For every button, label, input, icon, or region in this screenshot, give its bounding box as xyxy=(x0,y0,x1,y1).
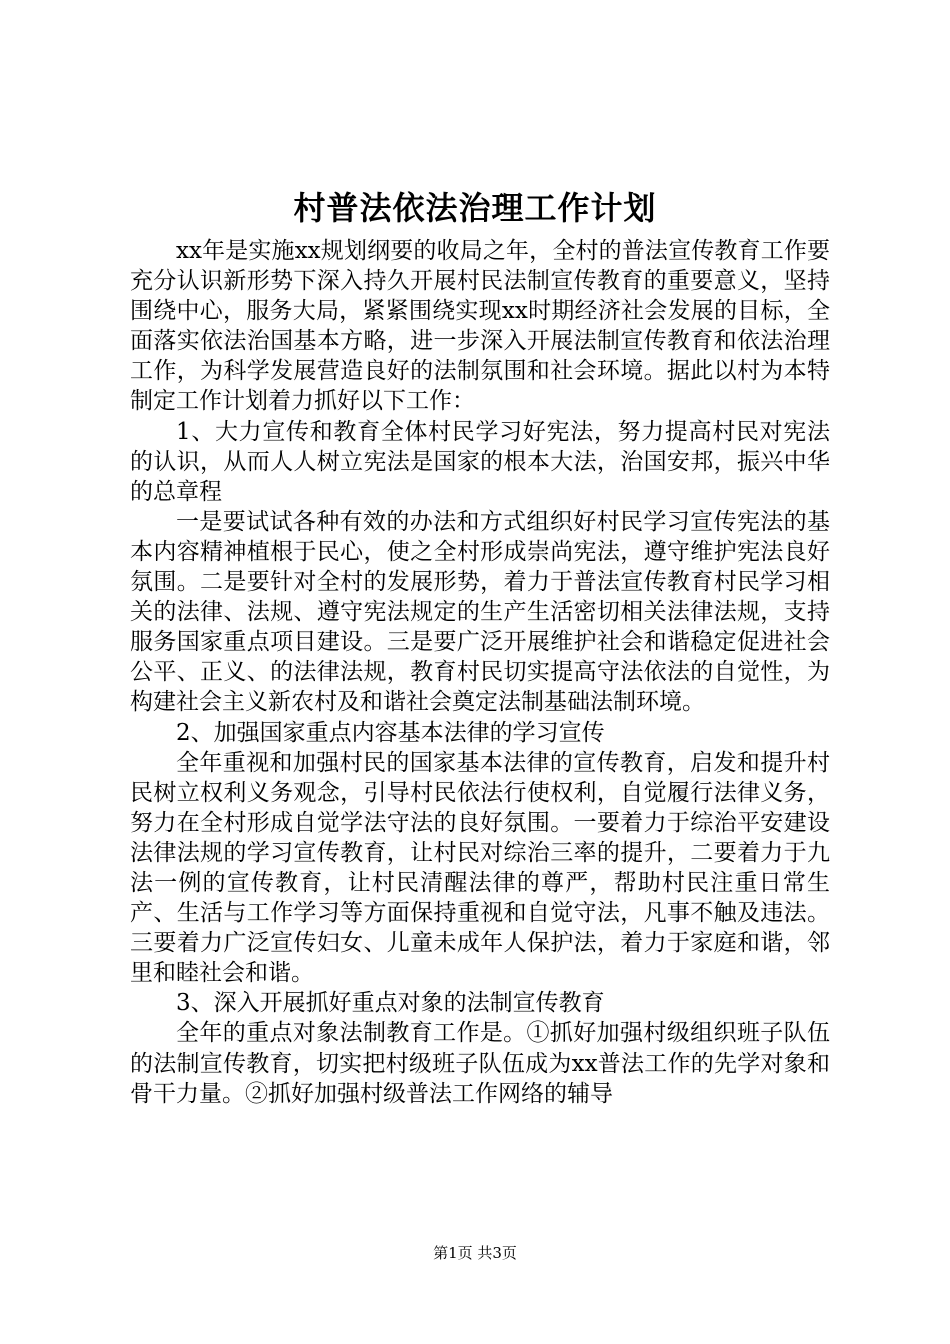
paragraph-intro: xx年是实施xx规划纲要的收局之年，全村的普法宣传教育工作要充分认识新形势下深入持久开展村民法制宣传教育的重要意义，坚持围绕中心，服务大局，紧紧围绕实现xx时期经济社会发展的目标，全面落实依法治国基本方略，进一步深入开展法制宣传教育和依法治理工作，为科学发展营造良好的法制氛围和社会环境。据此以村为本特制定工作计划着力抓好以下工作： xyxy=(130,238,830,415)
page-footer: 第1页 共3页 xyxy=(433,1244,517,1262)
heading-section-2: 2、加强国家重点内容基本法律的学习宣传 xyxy=(176,719,605,746)
heading-section-1: 1、大力宣传和教育全体村民学习好宪法，努力提高村民对宪法的认识，从而人人树立宪法是国家的根本大法，治国安邦，振兴中华的总章程 xyxy=(130,418,830,505)
heading-section-3: 3、深入开展抓好重点对象的法制宣传教育 xyxy=(176,990,605,1017)
document-body xyxy=(130,236,830,1109)
paragraph-section-2: 全年重视和加强村民的国家基本法律的宣传教育，启发和提升村民树立权利义务观念，引导村民依法行使权利，自觉履行法律义务，努力在全村形成自觉学法守法的良好氛围。一要着力于综治平安建设法律法规的学习宣传教育，让村民对综治三率的提升，二要着力于九法一例的宣传教育，让村民清醒法律的尊严，帮助村民注重日常生产、生活与工作学习等方面保持重视和自觉守法，凡事不触及违法。三要着力广泛宣传妇女、儿童未成年人保护法，着力于家庭和谐，邻里和睦社会和谐。 xyxy=(130,749,830,987)
paragraph-section-1: 一是要试试各种有效的办法和方式组织好村民学习宣传宪法的基本内容精神植根于民心，使之全村形成崇尚宪法，遵守维护宪法良好氛围。二是要针对全村的发展形势，着力于普法宣传教育村民学习相关的法律、法规、遵守宪法规定的生产生活密切相关法律法规，支持服务国家重点项目建设。三是要广泛开展维护社会和谐稳定促进社会公平、正义、的法律法规，教育村民切实提高守法依法的自觉性，为构建社会主义新农村及和谐社会奠定法制基础法制环境。 xyxy=(130,508,830,716)
paragraph-section-3: 全年的重点对象法制教育工作是。①抓好加强村级组织班子队伍的法制宣传教育，切实把村级班子队伍成为xx普法工作的先学对象和骨干力量。②抓好加强村级普法工作网络的辅导 xyxy=(130,1020,830,1107)
document-title: 村普法依法治理工作计划 xyxy=(293,189,657,227)
